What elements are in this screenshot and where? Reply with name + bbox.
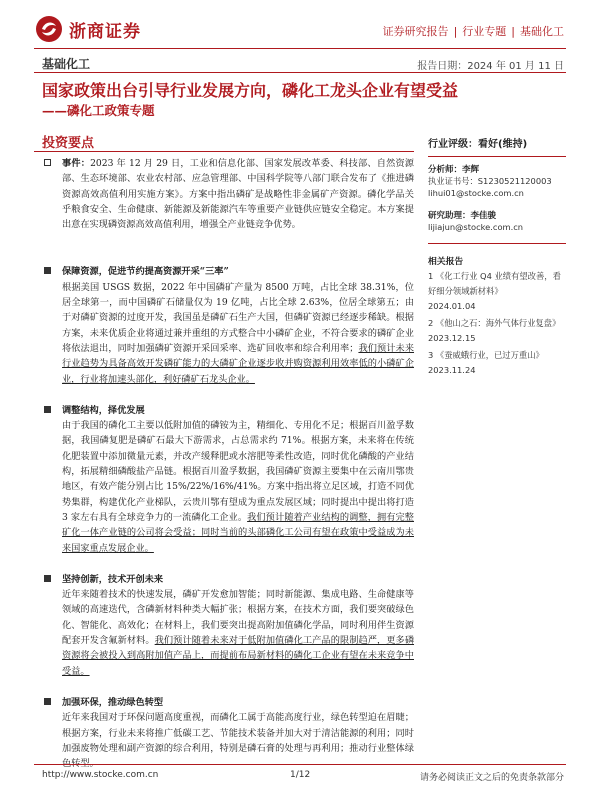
related-report-item[interactable]: 1 《化工行业 Q4 业绩有望改善，看好细分领域新材料》 2024.01.04 — [428, 269, 566, 314]
environment-block — [42, 695, 414, 771]
analyst-name: 分析师：李辉 — [428, 165, 480, 175]
analyst-license: 执业证书号：S1230521120003 — [428, 176, 552, 186]
block-heading: 坚持创新，技术开创未来 — [62, 573, 164, 585]
events-block — [42, 156, 414, 232]
industry-rating: 行业评级：看好(维持) — [428, 139, 528, 150]
tag-industry: 基础化工 — [520, 25, 564, 38]
footer-divider — [34, 764, 566, 765]
block-highlight: 我们预计随着未来对于低附加值磷化工产品的限制趋严，更多磷资源将会被投入到高附加值产品上，而提前布局新材料的磷化工企业有望在未来竞争中受益。 — [62, 635, 415, 677]
sidebar — [428, 132, 566, 378]
block-heading: 保障资源，促进节约提高资源开采“三率” — [62, 266, 229, 278]
page-number: 1/12 — [290, 770, 311, 780]
block-text: 近年来我国对于环保问题高度重视，而磷化工属于高能高度行业，绿色转型迫在眉睫；根据方案，行业未来将推广低碳工艺、节能技术装备并加大对于清洁能源的利用；同时加强废物处理和副产资源的综合利用，特别是磷石膏的处理与再利用；推动行业整体绿 — [62, 712, 414, 754]
structure-block — [42, 403, 414, 556]
brand-logo — [34, 14, 141, 44]
disclaimer-note: 请务必阅读正文之后的免责条款部分 — [419, 773, 564, 783]
bullet-square-icon — [44, 406, 51, 413]
bullet-square-icon — [44, 698, 51, 705]
block-heading: 加强环保，推动绿色转型 — [62, 696, 164, 708]
analyst-email[interactable]: lihui01@stocke.com.cn — [428, 188, 524, 198]
assistant-name: 研究助理：李佳骏 — [428, 211, 497, 221]
block-text: 根据美国 USGS 数据，2022 年中国磷矿产量为 8500 万吨，占比全球 38.31%，位居全球第一，而中国磷矿石储量仅为 19 亿吨，占比全球 2.63%，位居全球第五；由于对磷矿资源的过度开发，我国虽是磷矿石生产大国，但磷矿资源已经逐步稀缺。根据方案，未来优质企业将通过兼并重组的方式整合中小磷矿企业，不符合要求的磷矿企业将依法退出，同时加强磷矿资源开采回采率、选矿回收率和综合利用率； — [62, 281, 414, 354]
related-report-link[interactable]: 《化工行业 Q4 业绩有望改善，看好细分领域新材料》 — [428, 271, 561, 296]
brand-logo-icon — [34, 14, 64, 44]
related-report-link[interactable]: 《蚕威蛾行业，已过万重山》 — [435, 350, 544, 360]
page-subtitle: ——磷化工政策专题 — [42, 103, 155, 118]
resource-block — [42, 264, 414, 386]
section-divider — [34, 151, 414, 152]
section-title: 投资要点 — [42, 136, 95, 151]
related-report-item[interactable]: 2 《他山之石：海外气体行业复盘》 2023.12.15 — [428, 318, 561, 343]
events-text: 2023 年 12 月 29 日，工业和信息化部、国家发展改革委、科技部、自然资源部、生态环境部、农业农村部、应急管理部、中国科学院等八部门联合发布了《推进磷资源高效高值利用实施方案》。方案中指出磷矿是战略性非金属矿产资源。磷化学品关乎粮食安全、生命健康、新能源及新能源汽车等重要产业链供应链安全稳定。本方案提出意在实现磷资源高效高值利用，增强全产业链竞争优势。 — [62, 158, 414, 231]
innovation-block — [42, 572, 414, 679]
events-label: 事件： — [62, 158, 91, 169]
tag-topic: 行业专题 — [462, 25, 507, 38]
block-text: 由于我国的磷化工主要以低附加值的磷铵为主，精细化、专用化不足；根据百川盈孚数据，我国磷复肥是磷矿石最大下游需求，占总需求约 71%。根据方案，未来将在传统化肥装置中添加微量元素，并改产缓释肥或水溶肥等柔性改造，同时优化磷酸的产业结构，拓展精细磷酸盐产品链。根据百川盈孚数据，我国磷矿资源主要集中在云南川鄂贵地区，有效产能分别占比 15%/22%/16%/41%。方案中指出将立足区域，打造不同优势集群，构建优化产业梯队，云贵川鄂有望成为重点发展区域；同时提出中提出将打造 3 家左右具有全球竞争力的一流磷化工企业。 — [62, 420, 414, 523]
related-reports-title: 相关报告 — [428, 257, 464, 267]
related-report-date: 2024.01.04 — [428, 301, 476, 311]
industry-label: 基础化工 — [42, 57, 91, 71]
main-content — [42, 156, 414, 773]
header-divider — [34, 48, 566, 49]
related-report-link[interactable]: 《他山之石：海外气体行业复盘》 — [435, 318, 561, 328]
related-report-date: 2023.11.24 — [428, 365, 476, 375]
related-report-date: 2023.12.15 — [428, 333, 476, 343]
tag-report-type: 证券研究报告 — [382, 25, 449, 38]
page-title: 国家政策出台引导行业发展方向，磷化工龙头企业有望受益 — [42, 81, 459, 100]
block-heading: 调整结构，择优发展 — [62, 404, 145, 416]
report-date: 报告日期：2024 年 01 月 11 日 — [417, 61, 564, 72]
block-text: 近年来随着技术的快速发展，磷矿开发愈加智能；同时新能源、集成电路、生命健康等领域的高速迭代，含磷新材料种类大幅扩张；根据方案，在技术方面，我们要突破绿色化、智能化、高效化；在材料上，我们要突出提高附加值磷化学品，同时利用伴生资源配套开发含氟新材料。 — [62, 589, 414, 647]
brand-name: 浙商证券 — [69, 21, 141, 42]
title-divider — [34, 72, 566, 73]
bullet-square-icon — [44, 267, 51, 274]
sidebar-divider — [428, 156, 566, 157]
footer-url[interactable]: http://www.stocke.com.cn — [42, 770, 159, 780]
sidebar-divider — [428, 243, 566, 244]
assistant-email[interactable]: lijiajun@stocke.com.cn — [428, 222, 524, 232]
report-tags: 证券研究报告 | 行业专题 | 基础化工 — [382, 25, 564, 38]
bullet-square-icon — [44, 159, 51, 166]
bullet-square-icon — [44, 575, 51, 582]
related-report-item[interactable]: 3 《蚕威蛾行业，已过万重山》 2023.11.24 — [428, 350, 544, 375]
block-highlight: 我们预计随着产业结构的调整，拥有完整矿化一体产业链的公司将会受益；同时当前的头部磷化工公司有望在政策中受益成为未来国家重点发展企业。 — [62, 511, 414, 554]
block-highlight: 我们预计未来行业趋势为具备高效开发磷矿能力的大磷矿企业逐步收并购资源利用效率低的小磷矿企业，行业将加速头部化，利好磷矿石龙头企业。 — [62, 342, 415, 385]
